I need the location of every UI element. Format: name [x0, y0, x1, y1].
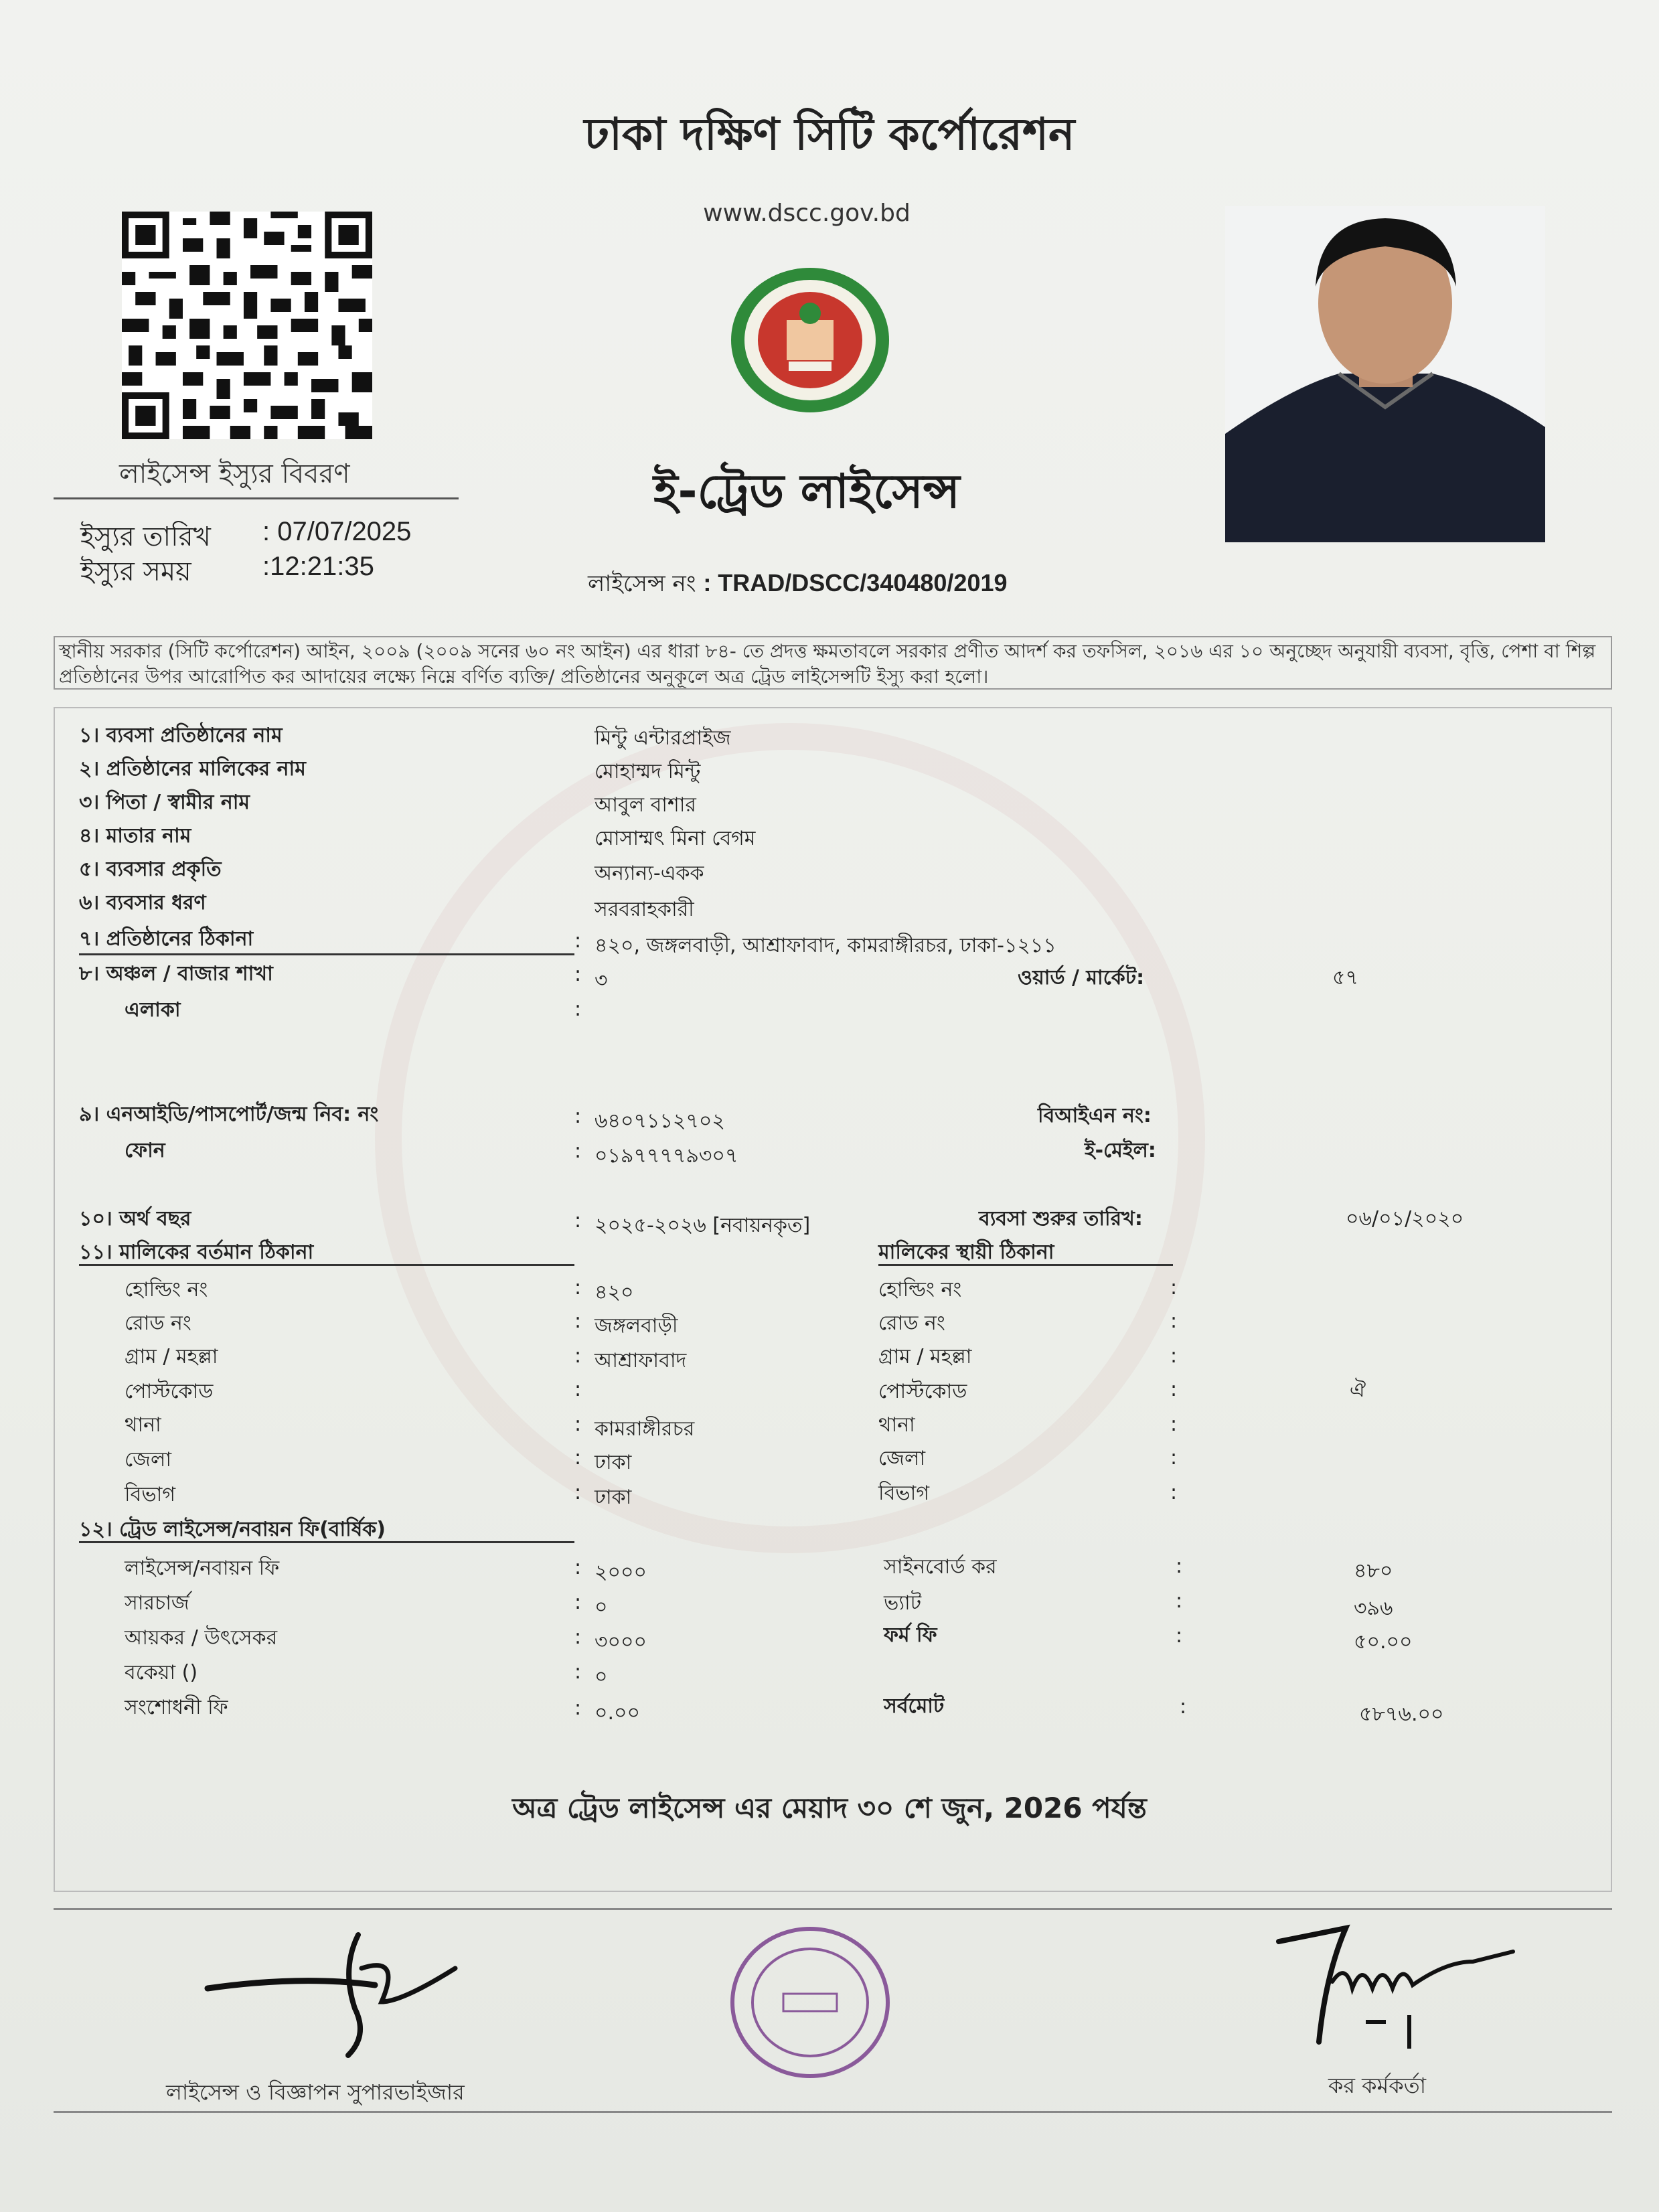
address-value: কামরাঙ্গীরচর [595, 1417, 695, 1441]
field-label: ১। ব্যবসা প্রতিষ্ঠানের নাম [79, 724, 283, 747]
colon: : [574, 963, 582, 986]
perm-address-label: হোল্ডিং নং [878, 1278, 962, 1301]
colon: : [1170, 1276, 1178, 1299]
field-value: সরবরাহকারী [595, 898, 694, 921]
field-value: মিন্টু এন্টারপ্রাইজ [595, 726, 731, 750]
address-value: ঢাকা [595, 1451, 632, 1474]
colon: : [574, 1105, 582, 1128]
underline [878, 1264, 1173, 1266]
fee-label: ফর্ম ফি [884, 1624, 937, 1647]
field-label: ৪। মাতার নাম [79, 824, 191, 848]
start-date-value: ০৬/০১/২০২০ [1346, 1207, 1464, 1231]
field-label: ৭। প্রতিষ্ঠানের ঠিকানা [79, 927, 254, 951]
field-value: মোসাম্মৎ মিনা বেগম [595, 827, 756, 850]
address-label: হোল্ডিং নং [125, 1278, 208, 1301]
fee-label: লাইসেন্স/নবায়ন ফি [125, 1557, 280, 1580]
fee-value: ৪৮০ [1354, 1559, 1393, 1583]
license-number-label: লাইসেন্স নং [588, 570, 696, 597]
colon: : [1170, 1413, 1178, 1436]
fee-value: ৩৯৬ [1354, 1597, 1393, 1620]
perm-address-label: মালিকের স্থায়ী ঠিকানা [878, 1241, 1054, 1264]
colon: : [574, 1591, 582, 1614]
website-url: www.dscc.gov.bd [703, 200, 911, 227]
address-value: আশ্রাফাবাদ [595, 1349, 687, 1372]
tax-officer-signature-caption: কর কর্মকর্তা [1328, 2073, 1426, 2098]
colon: : [574, 1481, 582, 1504]
ward-value: ৫৭ [1332, 966, 1358, 990]
field-label: ১০। অর্থ বছর [79, 1207, 191, 1231]
field-value: অন্যান্য-একক [595, 862, 704, 885]
fee-value: ০.০০ [595, 1701, 641, 1725]
field-label: ৬। ব্যবসার ধরণ [79, 891, 206, 915]
field-label: ১১। মালিকের বর্তমান ঠিকানা [79, 1241, 314, 1264]
colon: : [1170, 1481, 1178, 1504]
colon: : [1170, 1378, 1178, 1401]
owner-photo [1225, 206, 1545, 542]
fee-value: ০ [595, 1595, 608, 1619]
colon: : [1176, 1589, 1183, 1613]
qr-caption: লাইসেন্স ইস্যুর বিবরণ [119, 459, 350, 489]
bin-label: বিআইএন নং: [1038, 1104, 1152, 1127]
fee-label: সারচার্জ [125, 1591, 189, 1615]
declaration-text: স্থানীয় সরকার (সিটি কর্পোরেশন) আইন, ২০০৯ (২০০৯ সনের ৬০ নং আইন) এর ধারা ৮৪- তে প্রদত্ত ক্ষমতাবলে সরকার প্রণীত আদর্শ কর তফসিল, ২০১৬ এর ১০ অনুচ্ছেদ অনুযায়ী ব্যবসা, বৃত্তি, পেশা বা শিল্প প্রতিষ্ঠানের উপর আরোপিত কর আদায়ের লক্ষ্যে নিম্নে বর্ণিত ব্যক্তি/ প্রতিষ্ঠানের অনুকূলে অত্র ট্রেড লাইসেন্সটি ইস্যু করা হলো। [54, 636, 1612, 690]
fee-value: ৩০০০ [595, 1630, 647, 1654]
tax-officer-signature-icon [1272, 1921, 1520, 2062]
colon: : [574, 1446, 582, 1470]
colon: : [1170, 1446, 1178, 1470]
colon: : [574, 998, 582, 1021]
fee-label: বকেয়া () [125, 1661, 198, 1684]
colon: : [1170, 1344, 1178, 1368]
address-value: জঙ্গলবাড়ী [595, 1314, 678, 1338]
field-label: ৯। এনআইডি/পাসপোর্ট/জন্ম নিব: নং [79, 1103, 379, 1126]
field-label: ২। প্রতিষ্ঠানের মালিকের নাম [79, 757, 306, 781]
perm-address-label: জেলা [878, 1447, 926, 1470]
perm-address-label: থানা [878, 1413, 915, 1437]
perm-address-label: গ্রাম / মহল্লা [878, 1345, 972, 1368]
colon: : [1176, 1624, 1183, 1648]
field-label: এলাকা [125, 998, 181, 1022]
address-value: ৪২০ [595, 1281, 634, 1304]
fee-value: ২০০০ [595, 1561, 647, 1584]
colon: : [574, 1626, 582, 1649]
colon: : [1180, 1695, 1187, 1719]
perm-address-label: বিভাগ [878, 1482, 929, 1505]
validity-statement: অত্র ট্রেড লাইসেন্স এর মেয়াদ ৩০ শে জুন, 2026 পর্যন্ত [512, 1792, 1147, 1824]
ward-label: ওয়ার্ড / মার্কেট: [1018, 966, 1145, 990]
license-number [588, 566, 1008, 605]
fee-value: ০ [595, 1665, 608, 1688]
colon: : [574, 1209, 582, 1233]
license-number-value: : TRAD/DSCC/340480/2019 [703, 569, 1008, 597]
qr-code-icon[interactable] [122, 212, 372, 439]
email-label: ই-মেইল: [1085, 1139, 1156, 1162]
address-value: ঢাকা [595, 1486, 632, 1509]
fee-label: ভ্যাট [884, 1591, 922, 1615]
supervisor-signature-icon [201, 1928, 482, 2062]
field-label: ৩। পিতা / স্বামীর নাম [79, 791, 250, 814]
issue-time-label: ইস্যুর সময় [80, 556, 191, 587]
underline [79, 953, 574, 955]
colon: : [574, 1378, 582, 1401]
colon: : [1176, 1555, 1183, 1578]
field-value: আবুল বাশার [595, 793, 696, 817]
field-label: ৮। অঞ্চল / বাজার শাখা [79, 962, 273, 985]
colon: : [574, 1276, 582, 1299]
fee-value: ৫০.০০ [1354, 1630, 1413, 1654]
field-value: ৩ [595, 969, 608, 992]
issue-time-value: :12:21:35 [262, 552, 374, 581]
colon: : [574, 1139, 582, 1163]
colon: : [574, 1556, 582, 1579]
address-label: জেলা [125, 1448, 172, 1472]
perm-address-label: রোড নং [878, 1312, 945, 1335]
field-value: ৬৪০৭১১২৭০২ [595, 1109, 725, 1133]
total-label: সর্বমোট [884, 1694, 945, 1718]
corporation-title: ঢাকা দক্ষিণ সিটি কর্পোরেশন [584, 108, 1075, 160]
underline [79, 1264, 574, 1266]
official-stamp-icon [730, 1925, 890, 2079]
perm-address-label: পোস্টকোড [878, 1380, 967, 1403]
field-label: ৫। ব্যবসার প্রকৃতি [79, 858, 222, 881]
colon: : [574, 1696, 582, 1720]
fee-label: সাইনবোর্ড কর [884, 1555, 997, 1579]
colon: : [574, 929, 582, 953]
address-label: পোস্টকোড [125, 1380, 214, 1403]
fee-label: আয়কর / উৎসেকর [125, 1626, 278, 1650]
underline [79, 1541, 574, 1543]
field-value: ৪২০, জঙ্গলবাড়ী, আশ্রাফাবাদ, কামরাঙ্গীরচর, ঢাকা-১২১১ [595, 934, 1056, 957]
colon: : [574, 1310, 582, 1333]
divider [54, 497, 459, 499]
supervisor-signature-caption: লাইসেন্স ও বিজ্ঞাপন সুপারভাইজার [166, 2079, 465, 2105]
field-value: ০১৯৭৭৭৭৯৩০৭ [595, 1144, 738, 1168]
total-value: ৫৮৭৬.০০ [1359, 1703, 1444, 1726]
issue-date-label: ইস্যুর তারিখ [80, 522, 211, 552]
field-label: ১২। ট্রেড লাইসেন্স/নবায়ন ফি(বার্ষিক) [79, 1518, 386, 1541]
address-label: বিভাগ [125, 1483, 175, 1506]
fee-label: সংশোধনী ফি [125, 1696, 228, 1719]
colon: : [1170, 1310, 1178, 1333]
field-label: ফোন [125, 1139, 165, 1162]
field-value: মোহাম্মদ মিন্টু [595, 760, 701, 783]
field-value: ২০২৫-২০২৬ [নবায়নকৃত] [595, 1214, 811, 1237]
issue-date-value: : 07/07/2025 [262, 517, 412, 546]
perm-address-value: ঐ [1350, 1378, 1366, 1402]
dscc-emblem-icon [730, 266, 890, 414]
address-label: গ্রাম / মহল্লা [125, 1345, 218, 1368]
colon: : [574, 1660, 582, 1684]
colon: : [574, 1344, 582, 1368]
start-date-label: ব্যবসা শুরুর তারিখ: [979, 1207, 1143, 1231]
colon: : [574, 1413, 582, 1436]
document-title: ই-ট্রেড লাইসেন্স [653, 464, 960, 519]
address-label: রোড নং [125, 1312, 191, 1335]
address-label: থানা [125, 1413, 161, 1437]
